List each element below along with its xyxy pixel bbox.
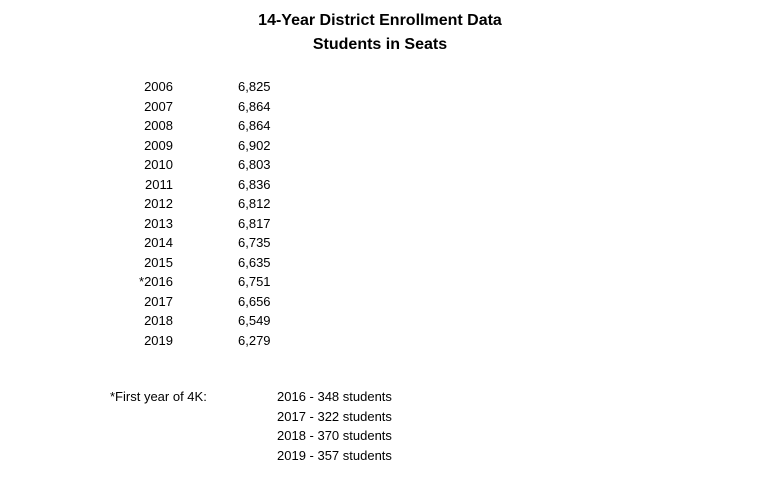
enrollment-value: 6,751 <box>238 274 271 289</box>
year-cell: 2006 <box>144 79 173 94</box>
table-row <box>0 253 766 273</box>
page-title: 14-Year District Enrollment Data <box>258 12 502 29</box>
table-row <box>0 77 766 97</box>
footnote-detail-line: 2017 - 322 students <box>277 408 392 424</box>
footnote-detail-line: 2016 - 348 students <box>277 389 392 404</box>
table-row <box>0 331 766 351</box>
year-cell: 2010 <box>144 157 173 172</box>
table-row <box>0 194 766 214</box>
table-row <box>0 292 766 312</box>
enrollment-value: 6,825 <box>238 79 271 94</box>
year-cell: 2011 <box>145 176 173 192</box>
enrollment-value: 6,902 <box>238 137 271 153</box>
table-row <box>0 136 766 156</box>
year-cell: 2007 <box>144 98 173 114</box>
table-row <box>0 155 766 175</box>
table-row <box>0 116 766 136</box>
year-cell: 2014 <box>144 235 173 250</box>
enrollment-value: 6,735 <box>238 235 271 250</box>
table-row <box>0 272 766 292</box>
year-cell: 2018 <box>144 313 173 328</box>
year-cell: 2019 <box>144 332 173 348</box>
footnote-label: *First year of 4K: <box>110 389 207 404</box>
table-row <box>0 233 766 253</box>
page-subtitle: Students in Seats <box>312 36 448 53</box>
enrollment-value: 6,836 <box>238 176 271 192</box>
enrollment-value: 6,812 <box>238 196 271 211</box>
year-cell: *2016 <box>139 274 173 289</box>
year-cell: 2015 <box>144 254 173 270</box>
year-cell: 2009 <box>144 137 173 153</box>
enrollment-value: 6,656 <box>238 293 271 309</box>
year-cell: 2008 <box>144 118 173 133</box>
enrollment-value: 6,864 <box>238 118 271 133</box>
table-row <box>0 214 766 234</box>
enrollment-value: 6,635 <box>238 254 271 270</box>
table-row <box>0 97 766 117</box>
table-row <box>0 175 766 195</box>
enrollment-value: 6,803 <box>238 157 271 172</box>
footnote-detail-line: 2019 - 357 students <box>277 447 392 463</box>
enrollment-value: 6,817 <box>238 215 271 231</box>
year-cell: 2012 <box>144 196 173 211</box>
enrollment-value: 6,549 <box>238 313 271 328</box>
year-cell: 2017 <box>144 293 173 309</box>
enrollment-value: 6,279 <box>238 332 271 348</box>
enrollment-value: 6,864 <box>238 98 271 114</box>
footnote-detail-line: 2018 - 370 students <box>277 428 392 443</box>
table-row <box>0 311 766 331</box>
year-cell: 2013 <box>144 215 173 231</box>
